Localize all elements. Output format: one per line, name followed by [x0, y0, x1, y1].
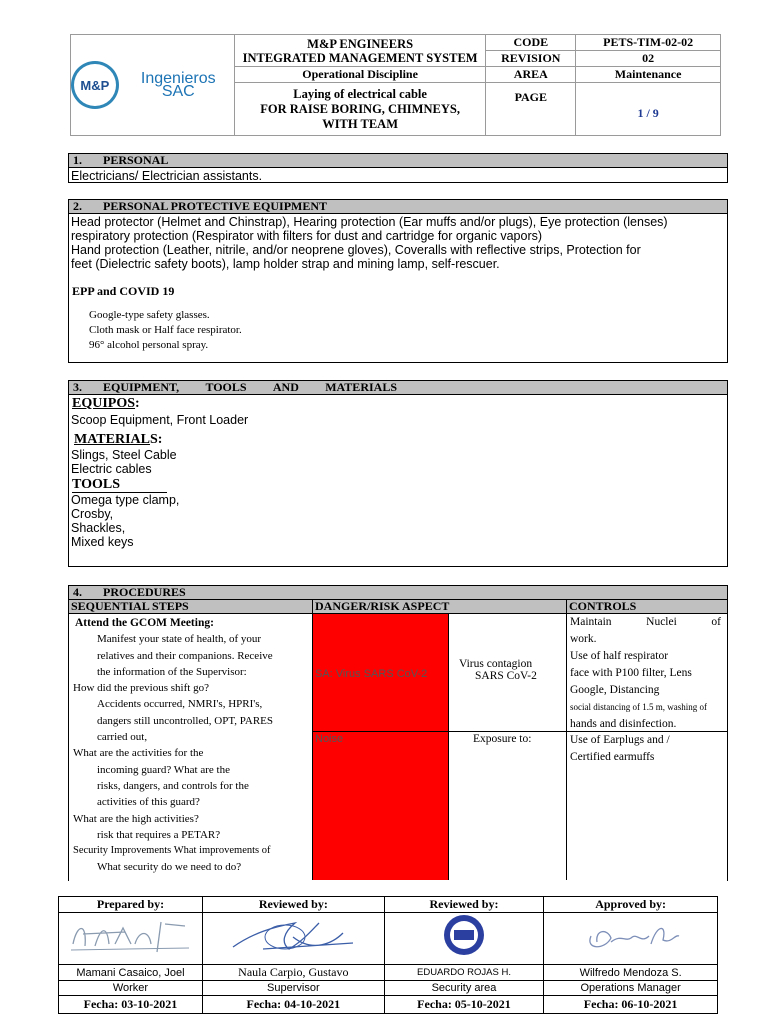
role-manager: Operations Manager [544, 981, 718, 996]
page-number: 1 / 9 [576, 83, 721, 136]
col-steps: SEQUENTIAL STEPS [69, 600, 313, 613]
col-controls: CONTROLS [566, 600, 727, 613]
approval-footer [58, 896, 718, 1014]
control-line: Use of Earplugs and / [570, 734, 670, 746]
role-supervisor: Supervisor [202, 981, 384, 996]
code-label: CODE [486, 35, 576, 51]
aspect-line: Virus contagion [459, 658, 533, 670]
seal-security [384, 913, 544, 965]
prepared-label: Prepared by: [59, 897, 203, 913]
signature-supervisor [202, 913, 384, 965]
step-line: activities of this guard? [97, 796, 200, 809]
company-logo [71, 35, 235, 136]
signature-icon [65, 914, 195, 958]
personal-text: Electricians/ Electrician assistants. [71, 169, 263, 183]
control-line: Use of half respirator [570, 650, 669, 662]
signature-preparer [59, 913, 203, 965]
procedures-column-headers [69, 600, 727, 614]
revision-value: 02 [576, 51, 721, 67]
equipos-text: Scoop Equipment, Front Loader [71, 413, 249, 427]
control-line: face with P100 filter, Lens [570, 667, 692, 679]
tools-heading: TOOLS [69, 477, 727, 493]
aspect-noise: Exposure to: [473, 733, 532, 745]
ppe-line: respiratory protection (Respirator with filters for dust and cartridge for organic vapors) [71, 229, 543, 243]
role-security: Security area [384, 981, 544, 996]
signature-icon [571, 914, 691, 958]
step-line: What are the high activities? [73, 812, 199, 825]
signature-manager [544, 913, 718, 965]
step-line: the information of the Supervisor: [97, 665, 247, 678]
ppe-line: feet (Dielectric safety boots), lamp holder strap and mining lamp, self-rescuer. [71, 257, 500, 271]
step-line: Accidents occurred, NMRI's, HPRI's, [97, 698, 263, 711]
covid-item: 96° alcohol personal spray. [89, 339, 209, 351]
signature-icon [223, 913, 363, 959]
date-manager: Fecha: 06-10-2021 [544, 996, 718, 1014]
step-line: relatives and their companions. Receive [97, 649, 273, 662]
date-supervisor: Fecha: 04-10-2021 [202, 996, 384, 1014]
step-line: How did the previous shift go? [73, 682, 209, 695]
covid-item: Cloth mask or Half face respirator. [89, 324, 242, 336]
name-manager: Wilfredo Mendoza S. [544, 965, 718, 981]
step-line: What security do we need to do? [97, 861, 242, 874]
material-item: Slings, Steel Cable [71, 448, 177, 462]
steps-cell [69, 614, 313, 880]
tool-item: Mixed keys [71, 535, 134, 549]
step-line: carried out, [97, 731, 148, 744]
danger-noise: Noise [315, 733, 344, 745]
ppe-line: Head protector (Helmet and Chinstrap), Hearing protection (Ear muffs and/or plugs), Eye protection (lenses) [71, 215, 668, 229]
danger-cell [313, 614, 448, 880]
section-header: 1. PERSONAL [69, 154, 727, 168]
revision-label: REVISION [486, 51, 576, 67]
date-security: Fecha: 05-10-2021 [384, 996, 544, 1014]
document-title: Laying of electrical cable FOR RAISE BORING, CHIMNEYS, WITH TEAM [234, 83, 485, 136]
tool-item: Shackles, [71, 521, 126, 535]
company-system: M&P ENGINEERS INTEGRATED MANAGEMENT SYSTEM [234, 35, 485, 67]
tool-item: Omega type clamp, [71, 493, 180, 507]
aspect-line: SARS CoV-2 [475, 670, 537, 682]
section-header: 2. PERSONAL PROTECTIVE EQUIPMENT [69, 200, 727, 214]
area-label: AREA [486, 67, 576, 83]
name-preparer: Mamani Casaico, Joel [59, 965, 203, 981]
section-header: 4. PROCEDURES [69, 586, 727, 600]
step-line: incoming guard? What are the [97, 763, 230, 776]
step-title: Attend the GCOM Meeting: [75, 617, 214, 629]
equipos-heading: EQUIPOS: [72, 396, 140, 411]
controls-cell [566, 614, 727, 880]
step-line: Security Improvements What improvements of [73, 845, 271, 857]
code-value: PETS-TIM-02-02 [576, 35, 721, 51]
document-header [70, 34, 721, 136]
covid-title: EPP and COVID 19 [72, 284, 175, 298]
area-value: Maintenance [576, 67, 721, 83]
reviewed-label: Reviewed by: [202, 897, 384, 913]
discipline: Operational Discipline [234, 67, 485, 83]
section-personal [68, 153, 728, 183]
name-security: EDUARDO ROJAS H. [384, 965, 544, 981]
control-line: Maintain Nuclei of [570, 616, 721, 628]
logo-icon: M&P [71, 61, 119, 109]
section-ppe [68, 199, 728, 363]
page-label: PAGE [486, 83, 576, 136]
materials-heading: MATERIALS: [74, 432, 163, 447]
approved-label: Approved by: [544, 897, 718, 913]
seal-icon [436, 913, 492, 959]
control-line: Certified earmuffs [570, 751, 655, 763]
control-line: hands and disinfection. [570, 718, 677, 730]
step-line: Manifest your state of health, of your [97, 633, 262, 646]
section-procedures [68, 585, 728, 881]
reviewed-label: Reviewed by: [384, 897, 544, 913]
name-supervisor: Naula Carpio, Gustavo [202, 965, 384, 981]
control-line: work. [570, 633, 597, 645]
danger-virus: SA: Virus SARS CoV-2 [313, 614, 448, 732]
step-line: dangers still uncontrolled, OPT, PARES [97, 714, 273, 727]
tool-item: Crosby, [71, 507, 114, 521]
date-preparer: Fecha: 03-10-2021 [59, 996, 203, 1014]
control-line: social distancing of 1.5 m, washing of [570, 702, 707, 712]
covid-item: Google-type safety glasses. [89, 309, 210, 321]
control-line: Google, Distancing [570, 684, 660, 696]
section-header: 3. EQUIPMENT, TOOLS AND MATERIALS [69, 381, 727, 395]
col-danger: DANGER/RISK ASPECT [315, 599, 450, 613]
aspect-cell [448, 614, 566, 880]
step-line: risks, dangers, and controls for the [97, 779, 249, 792]
logo-text: Ingenieros SAC [140, 70, 216, 100]
ppe-line: Hand protection (Leather, nitrile, and/or neoprene gloves), Coveralls with reflective strips, Protection for [71, 243, 641, 257]
material-item: Electric cables [71, 462, 152, 476]
step-line: risk that requires a PETAR? [97, 828, 221, 841]
section-equipment [68, 380, 728, 567]
step-line: What are the activities for the [73, 747, 204, 760]
role-preparer: Worker [59, 981, 203, 996]
